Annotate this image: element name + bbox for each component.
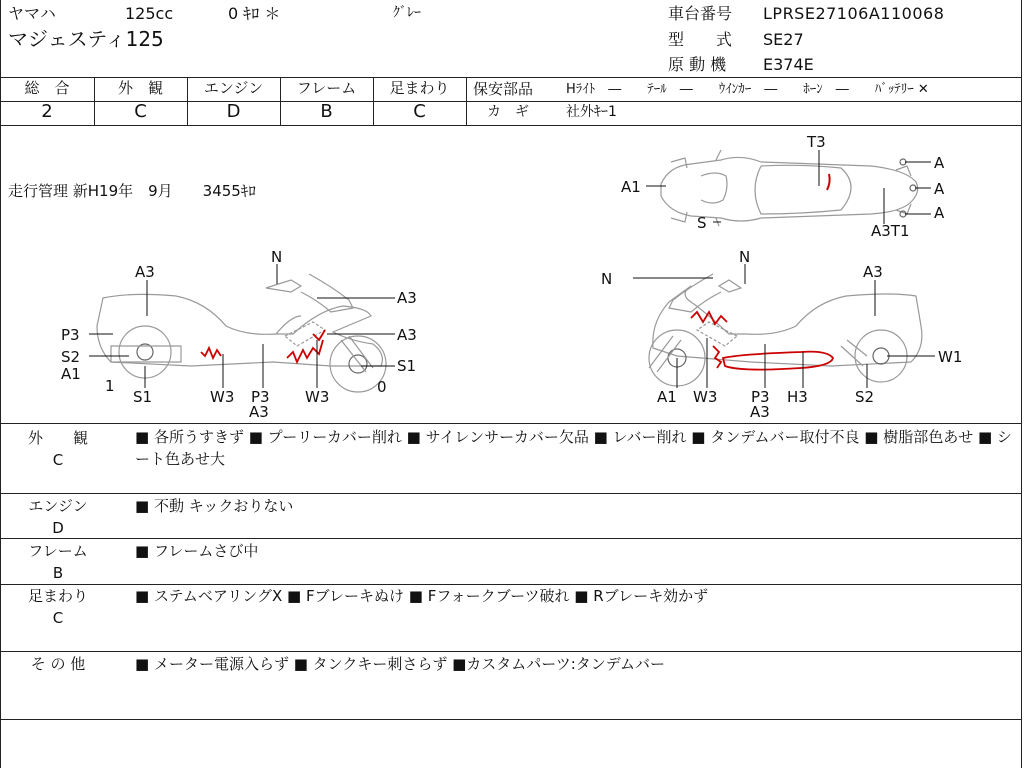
damage-diagram	[1, 126, 1021, 422]
label-top-a3t1: A3T1	[871, 222, 910, 240]
label-left-p3: P3	[251, 388, 270, 406]
grade-exterior: C	[134, 101, 147, 122]
label-t3: T3	[807, 133, 826, 151]
grade-frame-label: フレーム	[296, 79, 357, 97]
label-left-0: 0	[377, 378, 387, 396]
left-side-scooter	[97, 274, 386, 392]
label-right-w1: W1	[938, 348, 963, 366]
grade-total-label: 総 合	[24, 79, 70, 97]
grade-suspension-label: 足まわり	[389, 79, 450, 97]
detail-text-engine: ■ 不動 キックおりない	[135, 497, 294, 515]
detail-label-suspension: 足まわり C	[27, 587, 88, 627]
color: ｸﾞﾚｰ	[393, 5, 421, 21]
grade-col-5	[466, 77, 467, 125]
key-label: カ ギ	[487, 104, 529, 120]
grade-engine: D	[226, 101, 241, 122]
engine-label: 原 動 機	[668, 55, 727, 74]
detail-text-frame: ■ フレームさび中	[135, 542, 259, 560]
label-left-1: 1	[105, 377, 115, 395]
row-divider-5	[0, 719, 1022, 720]
header-divider	[0, 77, 1022, 78]
detail-text-suspension: ■ ステムベアリングX ■ Fブレーキぬけ ■ Fフォークブーツ破れ ■ Rブレーキ効かず	[135, 587, 709, 605]
label-left-s1-right: S1	[397, 357, 417, 375]
type-label: 型 式	[668, 30, 733, 49]
label-top-s: S	[697, 214, 707, 232]
detail-text-other: ■ メーター電源入らず ■ タンクキー刺さらず ■カスタムパーツ:タンデムバー	[135, 655, 665, 673]
grade-total: 2	[41, 101, 53, 122]
label-right-a1: A1	[657, 388, 677, 406]
safety-title: 保安部品	[473, 80, 534, 98]
row-divider-4	[0, 651, 1022, 652]
frame-no: LPRSE27106A110068	[763, 4, 945, 23]
label-top-a-2: A	[934, 180, 945, 198]
frame-no-label: 車台番号	[668, 4, 733, 23]
model-name: マジェスティ125	[8, 27, 164, 51]
label-left-a3: A3	[249, 403, 269, 421]
detail-label-frame: フレーム B	[28, 542, 88, 582]
type: SE27	[763, 30, 804, 49]
detail-label-other: そ の 他	[30, 655, 86, 673]
label-top-a-3: A	[934, 204, 945, 222]
detail-label-engine: エンジン D	[28, 497, 88, 537]
label-right-s2: S2	[855, 388, 875, 406]
label-right-n-top: N	[739, 248, 751, 266]
label-left-a3-top: A3	[135, 263, 155, 281]
row-divider-2	[0, 538, 1022, 539]
safety-divider	[466, 101, 1022, 102]
frame-right-border	[1021, 0, 1022, 768]
label-left-n: N	[271, 248, 283, 266]
label-left-a1: A1	[61, 365, 81, 383]
label-left-a3-rear: A3	[397, 326, 417, 344]
label-right-h3: H3	[787, 388, 808, 406]
label-top-a1: A1	[621, 178, 641, 196]
label-right-a3: A3	[863, 263, 883, 281]
label-left-a3-tank: A3	[397, 289, 417, 307]
row-divider-1	[0, 493, 1022, 494]
label-right-a3-bottom: A3	[750, 403, 770, 421]
diagram-bottom-divider	[0, 423, 1022, 424]
displacement: 125cc	[125, 4, 174, 23]
grade-frame: B	[320, 101, 333, 122]
maker: ヤマハ	[8, 4, 56, 23]
label-left-s2: S2	[61, 348, 81, 366]
grade-exterior-label: 外 観	[117, 79, 163, 97]
grade-suspension: C	[413, 101, 426, 122]
label-left-w3-b: W3	[305, 388, 330, 406]
label-top-a-1: A	[934, 154, 945, 172]
label-left-p3: P3	[61, 326, 80, 344]
detail-label-exterior: 外 観 C	[27, 429, 88, 469]
safety-items: Hﾗｲﾄ ― ﾃｰﾙ ― ｳｲﾝｶｰ ― ﾎｰﾝ ― ﾊﾞｯﾃﾘｰ ✕	[566, 82, 929, 97]
label-left-w3-a: W3	[210, 388, 235, 406]
label-right-n-left: N	[601, 270, 613, 288]
label-right-w3: W3	[693, 388, 718, 406]
label-right-p3: P3	[751, 388, 770, 406]
key-value: 社外ｷｰ1	[566, 104, 617, 120]
detail-text-exterior: ■ 各所うすきず ■ プーリーカバー削れ ■ サイレンサーカバー欠品 ■ レバー削れ ■ タンデムバー取付不良 ■ 樹脂部色あせ ■ シート色あせ大	[135, 428, 1012, 468]
grade-engine-label: エンジン	[203, 79, 264, 97]
mileage-head: 0 ｷﾛ ＊	[228, 4, 281, 23]
label-left-s1-bottom: S1	[133, 388, 153, 406]
mileage-history: 走行管理 新H19年 9月 3455ｷﾛ	[8, 182, 256, 200]
engine-code: E374E	[763, 55, 814, 74]
